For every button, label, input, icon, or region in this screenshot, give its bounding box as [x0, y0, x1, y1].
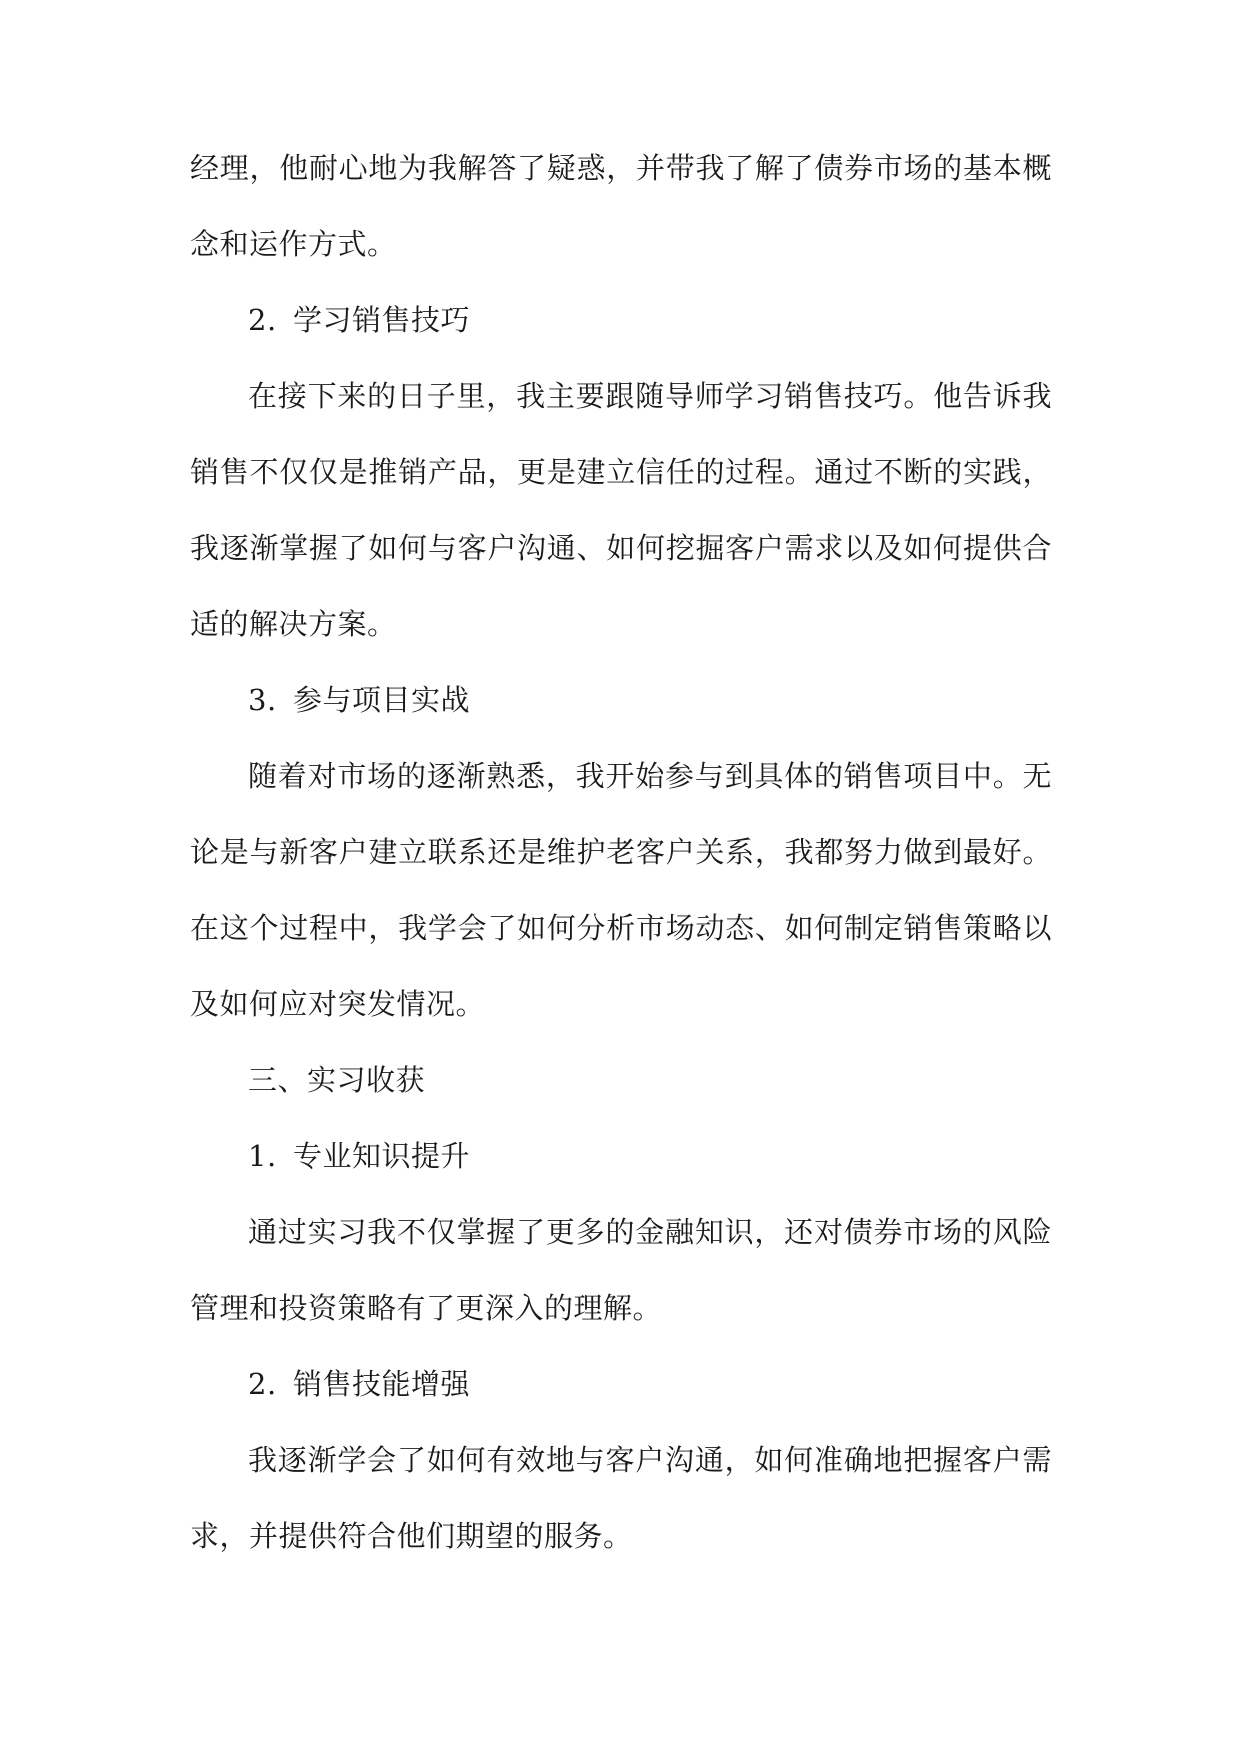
subheading-number: 1.: [248, 1139, 277, 1173]
section-heading-internship-gains: 三、实习收获: [248, 1063, 426, 1097]
paragraph-professional-knowledge: 通过实习我不仅掌握了更多的金融知识，还对债券市场的风险管理和投资策略有了更深入的理解。: [190, 1215, 1052, 1325]
subheading-sales-skills-enhanced: [190, 1346, 1052, 1422]
subheading-text: 销售技能增强: [293, 1367, 471, 1401]
document-body: [190, 130, 1052, 1574]
subheading-text: 专业知识提升: [293, 1139, 471, 1173]
subheading-text: 学习销售技巧: [293, 303, 471, 337]
subheading-learn-sales-skills: [190, 282, 1052, 358]
subheading-number: 3.: [248, 683, 277, 717]
subheading-professional-knowledge: [190, 1118, 1052, 1194]
subheading-project-practice: [190, 662, 1052, 738]
paragraph-sales-skills: 在接下来的日子里，我主要跟随导师学习销售技巧。他告诉我销售不仅仅是推销产品，更是建立信任的过程。通过不断的实践，我逐渐掌握了如何与客户沟通、如何挖掘客户需求以及如何提供合适的解决方案。: [190, 379, 1052, 641]
subheading-number: 2.: [248, 303, 277, 337]
subheading-text: 参与项目实战: [293, 683, 471, 717]
paragraph-continued: 经理，他耐心地为我解答了疑惑，并带我了解了债券市场的基本概念和运作方式。: [190, 151, 1052, 261]
paragraph-project-practice: 随着对市场的逐渐熟悉，我开始参与到具体的销售项目中。无论是与新客户建立联系还是维护老客户关系，我都努力做到最好。在这个过程中，我学会了如何分析市场动态、如何制定销售策略以及如何应对突发情况。: [190, 759, 1052, 1021]
paragraph-sales-skills-enhanced: 我逐渐学会了如何有效地与客户沟通，如何准确地把握客户需求，并提供符合他们期望的服务。: [190, 1443, 1052, 1553]
subheading-number: 2.: [248, 1367, 277, 1401]
